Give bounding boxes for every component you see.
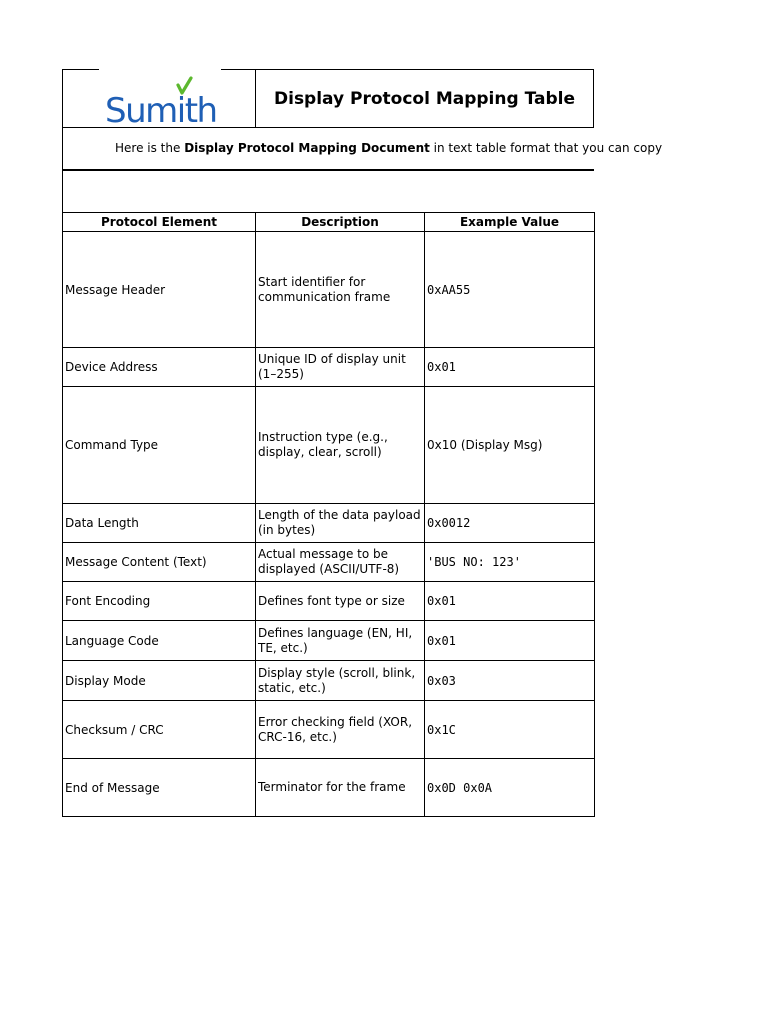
example-value-cell: 0x01 [425, 348, 595, 387]
example-value-cell: 0x01 [425, 582, 595, 621]
page-title: Display Protocol Mapping Table [274, 89, 575, 109]
example-value-cell: 0x03 [425, 661, 595, 701]
table-header-row [63, 213, 595, 232]
table-row [63, 759, 595, 817]
logo-cell [63, 70, 256, 131]
description-cell: Defines font type or size [256, 582, 425, 621]
table-row [63, 661, 595, 701]
description-cell: Actual message to be displayed (ASCII/UTF-8) [256, 543, 425, 582]
description-cell: Error checking field (XOR, CRC-16, etc.) [256, 701, 425, 759]
example-value-cell: 0x0D 0x0A [425, 759, 595, 817]
table-row [63, 543, 595, 582]
blank-row [62, 170, 594, 212]
table-row [63, 582, 595, 621]
protocol-element-cell: Display Mode [63, 661, 256, 701]
column-header: Protocol Element [63, 213, 256, 232]
protocol-element-cell: Device Address [63, 348, 256, 387]
protocol-element-cell: Checksum / CRC [63, 701, 256, 759]
example-value-cell: 0xAA55 [425, 232, 595, 348]
description-cell: Unique ID of display unit (1–255) [256, 348, 425, 387]
protocol-element-cell: Message Header [63, 232, 256, 348]
protocol-element-cell: Data Length [63, 504, 256, 543]
description-cell: Display style (scroll, blink, static, etc.) [256, 661, 425, 701]
example-value-cell: 0x1C [425, 701, 595, 759]
table-row [63, 232, 595, 348]
description-cell: Defines language (EN, HI, TE, etc.) [256, 621, 425, 661]
description-cell: Instruction type (e.g., display, clear, scroll) [256, 387, 425, 504]
table-row [63, 348, 595, 387]
description-cell: Terminator for the frame [256, 759, 425, 817]
protocol-table [62, 212, 595, 817]
protocol-element-cell: Font Encoding [63, 582, 256, 621]
table-row [63, 701, 595, 759]
intro-text [62, 127, 663, 170]
description-cell: Start identifier for communication frame [256, 232, 425, 348]
table-row [63, 621, 595, 661]
example-value-cell: 0x0012 [425, 504, 595, 543]
intro-bold: Display Protocol Mapping Document [184, 141, 430, 155]
table-row [63, 387, 595, 504]
sumith-logo [105, 76, 221, 131]
intro-suffix: in text table format that you can copy [429, 141, 663, 155]
example-value-cell: 0x10 (Display Msg) [425, 387, 595, 504]
column-header: Example Value [425, 213, 595, 232]
example-value-cell: 0x01 [425, 621, 595, 661]
protocol-element-cell: Command Type [63, 387, 256, 504]
example-value-cell: 'BUS NO: 123' [425, 543, 595, 582]
table-row [63, 504, 595, 543]
protocol-element-cell: Message Content (Text) [63, 543, 256, 582]
document-sheet [62, 69, 663, 817]
description-cell: Length of the data payload (in bytes) [256, 504, 425, 543]
logo-text: Sumith [105, 91, 217, 131]
column-header: Description [256, 213, 425, 232]
header-row [62, 69, 594, 131]
protocol-element-cell: End of Message [63, 759, 256, 817]
intro-prefix: Here is the [115, 141, 185, 155]
protocol-element-cell: Language Code [63, 621, 256, 661]
